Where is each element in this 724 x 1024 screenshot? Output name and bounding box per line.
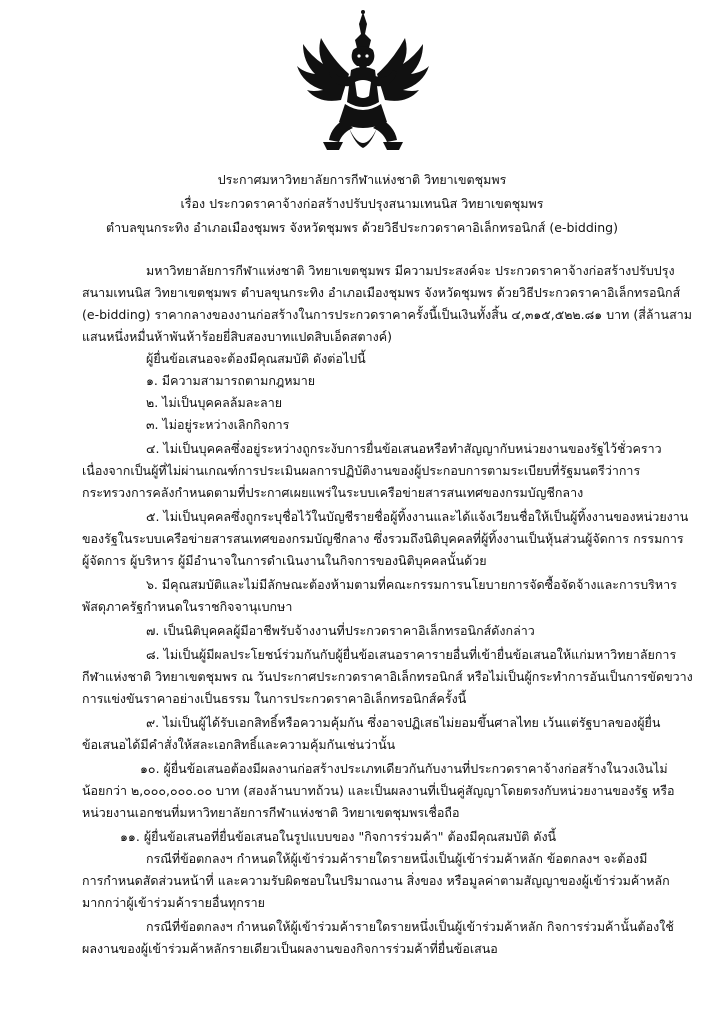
qualification-item: ๓. ไม่อยู่ระหว่างเลิกกิจการ — [146, 417, 290, 432]
body-line: ข้อเสนอได้มีคำสั่งให้สละเอกสิทธิ์และความคุ้มกันเช่นว่านั้น — [82, 737, 396, 752]
qualification-item: ๙. ไม่เป็นผู้ได้รับเอกสิทธิ์หรือความคุ้มกัน ซึ่งอาจปฏิเสธไม่ยอมขึ้นศาลไทย เว้นแต่รัฐบาลของผู้ยื่น — [146, 715, 661, 730]
qualification-item: ๖. มีคุณสมบัติและไม่มีลักษณะต้องห้ามตามที่คณะกรรมการนโยบายการจัดซื้อจัดจ้างและการบริหาร — [146, 577, 677, 592]
qualification-item: ๑. มีความสามารถตามกฎหมาย — [146, 373, 316, 388]
body-line: มากกว่าผู้เข้าร่วมค้ารายอื่นทุกราย — [82, 895, 265, 910]
body-line: น้อยกว่า ๒,๐๐๐,๐๐๐.๐๐ บาท (สองล้านบาทถ้วน) และเป็นผลงานที่เป็นคู่สัญญาโดยตรงกับหน่วยงานของรัฐ หรือ — [82, 783, 675, 798]
body-line: กรณีที่ข้อตกลงฯ กำหนดให้ผู้เข้าร่วมค้ารายใดรายหนึ่งเป็นผู้เข้าร่วมค้าหลัก กิจการร่วมค้านั้นต้องใช้ — [146, 919, 674, 934]
announcement-location: ตำบลขุนกระทิง อำเภอเมืองชุมพร จังหวัดชุมพร ด้วยวิธีประกวดราคาอิเล็กทรอนิกส์ (e-bidding) — [106, 220, 618, 235]
body-line: สนามเทนนิส วิทยาเขตชุมพร ตำบลขุนกระทิง อำเภอเมืองชุมพร จังหวัดชุมพร ด้วยวิธีประกวดราคาอิเล็กทรอนิกส์ — [82, 285, 681, 300]
body-line: การแข่งขันราคาอย่างเป็นธรรม ในการประกวดราคาอิเล็กทรอนิกส์ครั้งนี้ — [82, 691, 467, 706]
qualification-item: ๔. ไม่เป็นบุคคลซึ่งอยู่ระหว่างถูกระงับการยื่นข้อเสนอหรือทำสัญญากับหน่วยงานของรัฐไว้ชั่วคราว — [146, 441, 662, 456]
announcement-title: ประกาศมหาวิทยาลัยการกีฬาแห่งชาติ วิทยาเขตชุมพร — [217, 172, 507, 187]
body-line: กระทรวงการคลังกำหนดตามที่ประกาศเผยแพร่ในระบบเครือข่ายสารสนเทศของกรมบัญชีกลาง — [82, 485, 584, 500]
body-line: กีฬาแห่งชาติ วิทยาเขตชุมพร ณ วันประกาศประกวดราคาอิเล็กทรอนิกส์ หรือไม่เป็นผู้กระทำการอันเป็นการขัดขวาง — [82, 669, 693, 684]
announcement-subject: เรื่อง ประกวดราคาจ้างก่อสร้างปรับปรุงสนามเทนนิส วิทยาเขตชุมพร — [180, 196, 544, 211]
body-line: เนื่องจากเป็นผู้ที่ไม่ผ่านเกณฑ์การประเมินผลการปฏิบัติงานของผู้ประกอบการตามระเบียบที่รัฐมนตรีว่าการ — [82, 463, 641, 478]
qualification-item: ๒. ไม่เป็นบุคคลล้มละลาย — [146, 395, 283, 410]
body-line: ผู้จัดการ ผู้บริหาร ผู้มีอำนาจในการดำเนินงานในกิจการของนิติบุคคลนั้นด้วย — [82, 553, 487, 568]
garuda-emblem — [293, 10, 433, 158]
qualification-item: ๘. ไม่เป็นผู้มีผลประโยชน์ร่วมกันกับผู้ยื่นข้อเสนอราคารายอื่นที่เข้ายื่นข้อเสนอให้แก่มหาวิทยาลัยการ — [146, 647, 677, 662]
qualification-item: ๕. ไม่เป็นบุคคลซึ่งถูกระบุชื่อไว้ในบัญชีรายชื่อผู้ทิ้งงานและได้แจ้งเวียนชื่อให้เป็นผู้ทิ้งงานของหน่วยงาน — [146, 509, 689, 524]
body-line: (e-bidding) ราคากลางของงานก่อสร้างในการประกวดราคาครั้งนี้เป็นเงินทั้งสิ้น ๔,๓๑๕,๕๒๒.๘๑ บาท (สี่ล้านสาม — [82, 307, 692, 322]
body-line: การกำหนดสัดส่วนหน้าที่ และความรับผิดชอบในปริมาณงาน สิ่งของ หรือมูลค่าตามสัญญาของผู้เข้าร่วมค้าหลัก — [82, 873, 670, 888]
body-line: กรณีที่ข้อตกลงฯ กำหนดให้ผู้เข้าร่วมค้ารายใดรายหนึ่งเป็นผู้เข้าร่วมค้าหลัก ข้อตกลงฯ จะต้องมี — [146, 851, 648, 866]
body-line: มหาวิทยาลัยการกีฬาแห่งชาติ วิทยาเขตชุมพร มีความประสงค์จะ ประกวดราคาจ้างก่อสร้างปรับปรุง — [146, 263, 675, 278]
qualification-item: ๗. เป็นนิติบุคคลผู้มีอาชีพรับจ้างงานที่ประกวดราคาอิเล็กทรอนิกส์ดังกล่าว — [146, 623, 535, 638]
qualification-item: ๑๐. ผู้ยื่นข้อเสนอต้องมีผลงานก่อสร้างประเภทเดียวกันกับงานที่ประกวดราคาจ้างก่อสร้างในวงเงินไม่ — [140, 761, 668, 776]
body-line: ผู้ยื่นข้อเสนอจะต้องมีคุณสมบัติ ดังต่อไปนี้ — [146, 351, 366, 366]
body-line: พัสดุภาครัฐกำหนดในราชกิจจานุเบกษา — [82, 599, 293, 614]
body-line: แสนหนึ่งหมื่นห้าพันห้าร้อยยี่สิบสองบาทแปดสิบเอ็ดสตางค์) — [82, 329, 392, 344]
body-line: ผลงานของผู้เข้าร่วมค้าหลักรายเดียวเป็นผลงานของกิจการร่วมค้าที่ยื่นข้อเสนอ — [82, 941, 498, 956]
qualification-item: ๑๑. ผู้ยื่นข้อเสนอที่ยื่นข้อเสนอในรูปแบบของ "กิจการร่วมค้า" ต้องมีคุณสมบัติ ดังนี้ — [120, 829, 557, 844]
body-line: หน่วยงานเอกชนที่มหาวิทยาลัยการกีฬาแห่งชาติ วิทยาเขตชุมพรเชื่อถือ — [82, 805, 460, 820]
body-line: ของรัฐในระบบเครือข่ายสารสนเทศของกรมบัญชีกลาง ซึ่งรวมถึงนิติบุคคลที่ผู้ทิ้งงานเป็นหุ้นส่วนผู้จัดการ กรรมการ — [82, 531, 684, 546]
